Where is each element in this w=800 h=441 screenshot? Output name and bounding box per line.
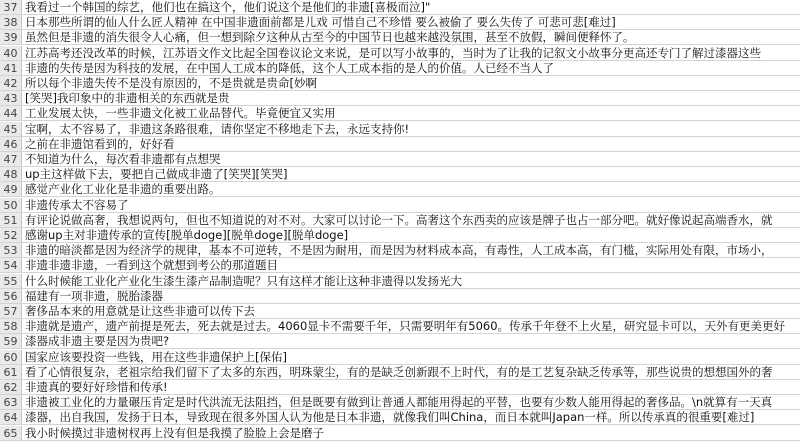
- row-number[interactable]: 53: [0, 243, 22, 257]
- row-number[interactable]: 65: [0, 426, 22, 440]
- table-row[interactable]: [0, 258, 800, 273]
- cell-text[interactable]: 感谢up主对非遗传承的宣传[脱单doge][脱单doge][脱单doge]: [25, 228, 349, 242]
- row-number[interactable]: 45: [0, 122, 22, 136]
- row-number[interactable]: 49: [0, 182, 22, 196]
- cell-text[interactable]: 非遗的暗淡都是因为经济学的规律，基本不可逆转，不是因为耐用，而是因为材料成本高，有毒性，人工成本高，有门槛，实际用处有限，市场小，: [25, 243, 773, 257]
- cell-text[interactable]: 我看过一个韩国的综艺，他们也在搞这个，他们说这个是他们的非遗[喜极而泣]": [25, 0, 431, 14]
- cell-text[interactable]: 非遗传承太不容易了: [25, 198, 129, 212]
- row-number[interactable]: 64: [0, 410, 22, 424]
- table-row[interactable]: [0, 395, 800, 410]
- row-number[interactable]: 59: [0, 334, 22, 348]
- table-row[interactable]: [0, 274, 800, 289]
- table-row[interactable]: [0, 410, 800, 425]
- table-row[interactable]: [0, 228, 800, 243]
- table-row[interactable]: [0, 426, 800, 441]
- table-row[interactable]: [0, 289, 800, 304]
- table-row[interactable]: [0, 334, 800, 349]
- cell-text[interactable]: 国家应该要投资一些钱，用在这些非遗保护上[保佑]: [25, 350, 287, 364]
- cell-text[interactable]: 福建有一项非遗，脱胎漆器: [25, 289, 163, 303]
- table-row[interactable]: [0, 365, 800, 380]
- cell-text[interactable]: 奢侈品本来的用意就是让这些非遗可以传下去: [25, 304, 255, 318]
- table-row[interactable]: [0, 91, 800, 106]
- row-number[interactable]: 44: [0, 106, 22, 120]
- row-number[interactable]: 61: [0, 365, 22, 379]
- row-number[interactable]: 42: [0, 76, 22, 90]
- row-number[interactable]: 51: [0, 213, 22, 227]
- row-number[interactable]: 52: [0, 228, 22, 242]
- cell-text[interactable]: 有评论说做高奢，我想说两句，但也不知道说的对不对。大家可以讨论一下。高奢这个东西卖的应该是牌子也占一部分吧。就好像说起高端香水，就: [25, 213, 773, 227]
- table-row[interactable]: [0, 304, 800, 319]
- cell-text[interactable]: 我小时候摸过非遗树杈再上没有但是我摸了脸脸上会是磨子: [25, 426, 324, 440]
- table-row[interactable]: [0, 46, 800, 61]
- cell-text[interactable]: 虽然但是非遗的消失很令人心痛，但一想到除夕这种从古至今的中国节日也越来越没氛围，甚至不放假，瞬间便释怀了。: [25, 30, 635, 44]
- table-row[interactable]: [0, 213, 800, 228]
- cell-text[interactable]: 看了心情很复杂，老祖宗给我们留下了太多的东西，明珠蒙尘，有的是缺乏创新跟不上时代，有的是工艺复杂缺乏传承等，那些说贵的想想国外的奢: [25, 365, 773, 379]
- cell-text[interactable]: 非遗就是遗产，遗产前提是死去，死去就是过去。4060显卡不需要千年，只需要明年有5060。传承千年登不上火星，研究显卡可以，天外有更美更好: [25, 319, 786, 333]
- row-number[interactable]: 57: [0, 304, 22, 318]
- table-row[interactable]: [0, 350, 800, 365]
- table-row[interactable]: [0, 243, 800, 258]
- cell-text[interactable]: 之前在非遗馆看到的，好好看: [25, 137, 175, 151]
- row-number[interactable]: 38: [0, 15, 22, 29]
- row-number[interactable]: 50: [0, 198, 22, 212]
- table-row[interactable]: [0, 319, 800, 334]
- row-number[interactable]: 41: [0, 61, 22, 75]
- cell-text[interactable]: 不知道为什么，每次看非遗都有点想哭: [25, 152, 221, 166]
- row-number[interactable]: 58: [0, 319, 22, 333]
- table-row[interactable]: [0, 0, 800, 15]
- row-number[interactable]: 56: [0, 289, 22, 303]
- row-number[interactable]: 39: [0, 30, 22, 44]
- cell-text[interactable]: 非遗非遗非遗，一看到这个就想到考公的那道题目: [25, 258, 278, 272]
- table-row[interactable]: [0, 15, 800, 30]
- cell-text[interactable]: 宝啊，太不容易了，非遗这条路很难，请你坚定不移地走下去，永远支持你!: [25, 122, 410, 136]
- row-number[interactable]: 60: [0, 350, 22, 364]
- cell-text[interactable]: 漆器成非遗主要是因为贵吧?: [25, 334, 170, 348]
- table-row[interactable]: [0, 137, 800, 152]
- cell-text[interactable]: 非遗真的要好好珍惜和传承!: [25, 380, 168, 394]
- row-number[interactable]: 48: [0, 167, 22, 181]
- cell-text[interactable]: 漆器，出自我国，发扬于日本，导致现在很多外国人认为他是日本非遗，就像我们叫China，而日本就叫Japan一样。所以传承真的很重要[难过]: [25, 410, 755, 424]
- table-row[interactable]: [0, 61, 800, 76]
- cell-text[interactable]: up主这样做下去，要把自己做成非遗了[笑哭][笑哭]: [25, 167, 288, 181]
- row-number[interactable]: 63: [0, 395, 22, 409]
- row-number[interactable]: 62: [0, 380, 22, 394]
- table-row[interactable]: [0, 152, 800, 167]
- table-row[interactable]: [0, 122, 800, 137]
- row-number[interactable]: 46: [0, 137, 22, 151]
- row-number[interactable]: 37: [0, 0, 22, 14]
- cell-text[interactable]: 工业发展太快，一些非遗文化被工业品替代。毕竟便宜又实用: [25, 106, 336, 120]
- cell-text[interactable]: 所以每个非遗失传不是没有原因的，不是贵就是贵命[妙啊: [25, 76, 317, 90]
- table-row[interactable]: [0, 198, 800, 213]
- table-row[interactable]: [0, 182, 800, 197]
- table-row[interactable]: [0, 167, 800, 182]
- row-number[interactable]: 55: [0, 274, 22, 288]
- row-number[interactable]: 54: [0, 258, 22, 272]
- cell-text[interactable]: 感觉产业化工业化是非遗的重要出路。: [25, 182, 221, 196]
- cell-text[interactable]: 什么时候能工业化产业化生漆生漆产品制造呢？只有这样才能让这种非遗得以发扬光大: [25, 274, 462, 288]
- cell-text[interactable]: 日本那些所谓的仙人什么匠人精神 在中国非遗面前都是儿戏 可惜自己不珍惜 要么被偷了 要么失传了 可悲可悲[难过]: [25, 15, 616, 29]
- row-number[interactable]: 47: [0, 152, 22, 166]
- row-number[interactable]: 43: [0, 91, 22, 105]
- cell-text[interactable]: 非遗被工业化的力量碾压肯定是时代洪流无法阻挡，但是既要有做到让普通人都能用得起的平替，也要有少数人能用得起的奢侈品。\n就算有一天真: [25, 395, 773, 409]
- cell-text[interactable]: [笑哭]我印象中的非遗相关的东西就是贵: [25, 91, 230, 105]
- table-row[interactable]: [0, 76, 800, 91]
- table-row[interactable]: [0, 106, 800, 121]
- cell-text[interactable]: 江苏高考还没改革的时候，江苏语文作文比起全国卷议论文来说，是可以写小故事的，当时为了让我的记叙文小故事分更高还专门了解过漆器这些: [25, 46, 761, 60]
- row-number[interactable]: 40: [0, 46, 22, 60]
- cell-text[interactable]: 非遗的失传是因为科技的发展，在中国人工成本的降低，这个人工成本指的是人的价值。人已经不当人了: [25, 61, 554, 75]
- table-row[interactable]: [0, 380, 800, 395]
- table-row[interactable]: [0, 30, 800, 45]
